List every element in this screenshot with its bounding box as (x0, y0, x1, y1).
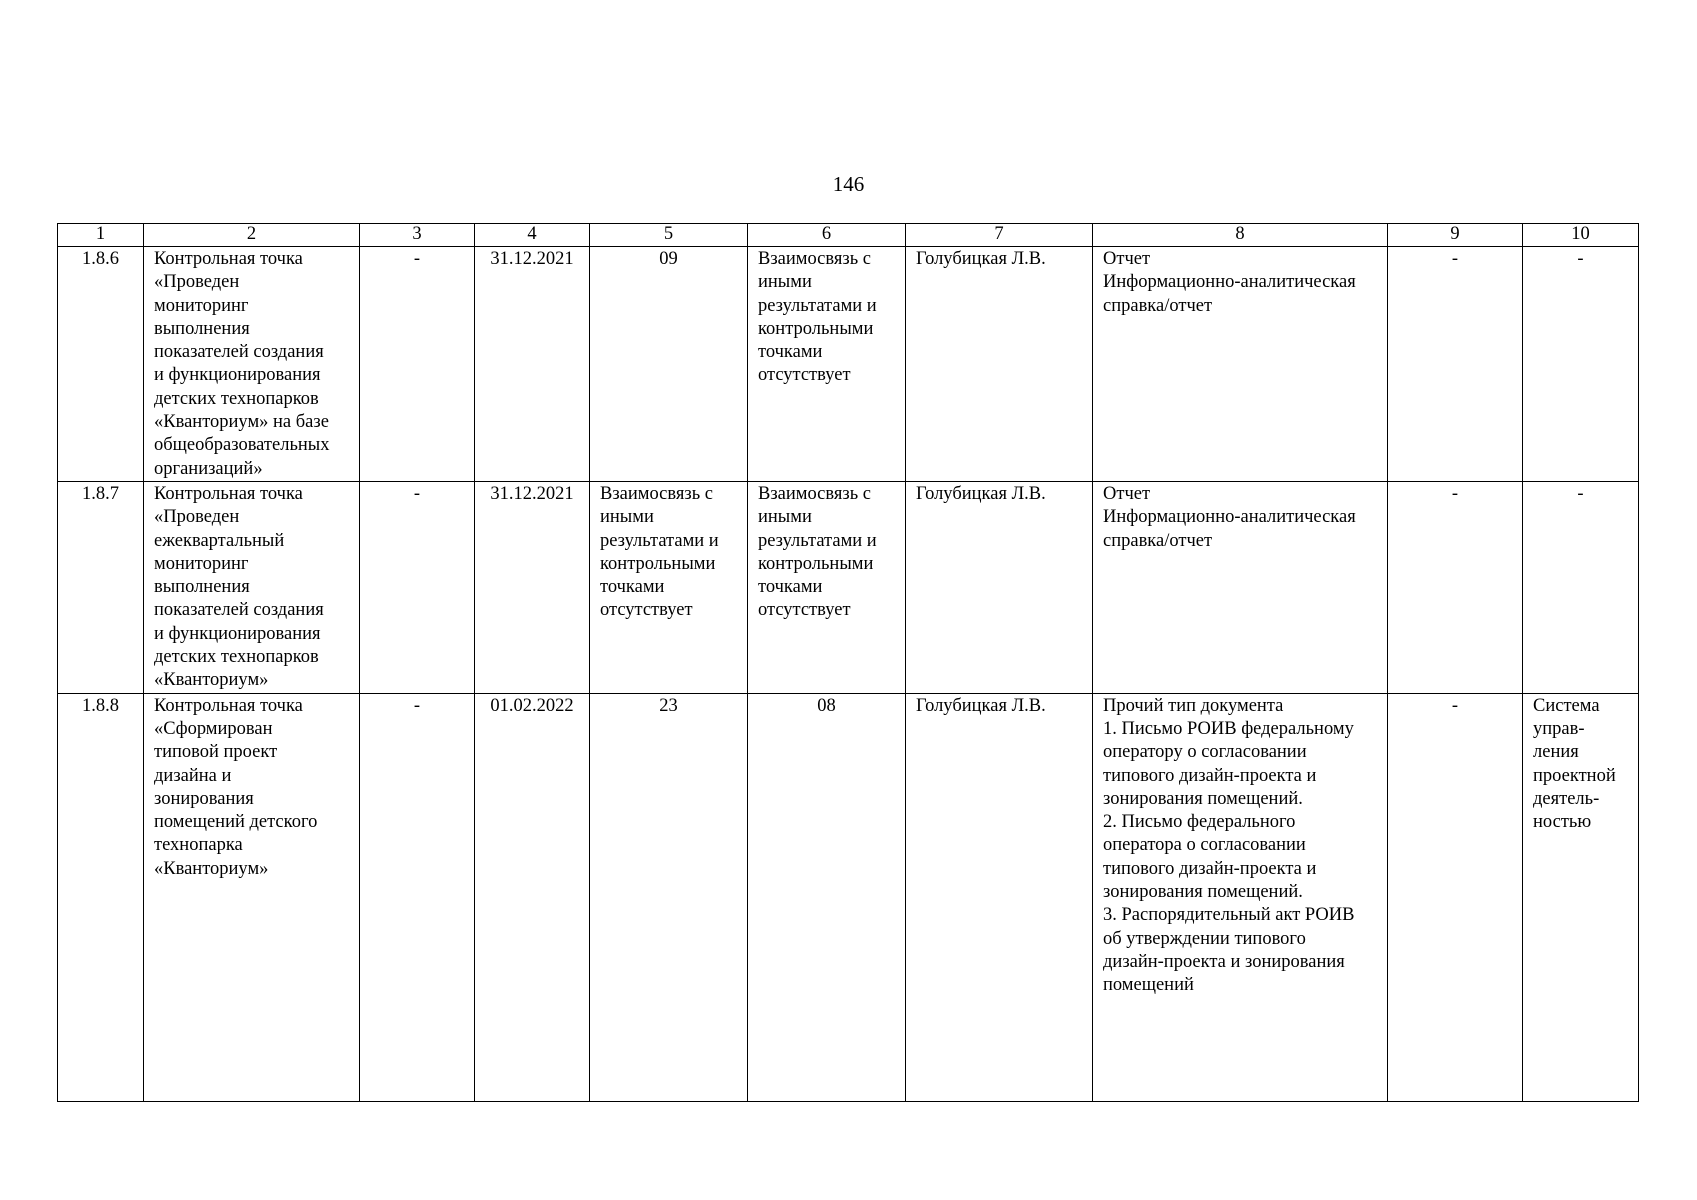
responsible-cell: Голубицкая Л.В. (906, 247, 1093, 482)
table-row (58, 247, 1639, 482)
column-header: 10 (1523, 224, 1639, 247)
document-type-cell: Отчет Информационно-аналитическая справка/отчет (1093, 481, 1388, 693)
table-cell: - (1388, 247, 1523, 482)
document-type-cell: Отчет Информационно-аналитическая справка/отчет (1093, 247, 1388, 482)
responsible-cell: Голубицкая Л.В. (906, 481, 1093, 693)
column-header: 8 (1093, 224, 1388, 247)
table-cell: - (1388, 481, 1523, 693)
table-cell: Взаимосвязь с иными результатами и контрольными точками отсутствует (590, 481, 748, 693)
table-cell: Система управ- ления проектной деятель- ностью (1523, 693, 1639, 1101)
table-row (58, 481, 1639, 693)
table-row (58, 693, 1639, 1101)
table-cell: - (360, 247, 475, 482)
row-number-cell: 1.8.8 (58, 693, 144, 1101)
column-header: 3 (360, 224, 475, 247)
column-header: 1 (58, 224, 144, 247)
date-cell: 31.12.2021 (475, 481, 590, 693)
row-number-cell: 1.8.6 (58, 247, 144, 482)
table-cell: - (1523, 481, 1639, 693)
column-header: 6 (748, 224, 906, 247)
page-number: 146 (832, 172, 865, 196)
control-point-name-cell: Контрольная точка «Проведен мониторинг выполнения показателей создания и функционирования детских технопарков «Кванториум» на базе общеобразовательных организаций» (144, 247, 360, 482)
column-header: 4 (475, 224, 590, 247)
table-cell: 09 (590, 247, 748, 482)
table-cell: - (1523, 247, 1639, 482)
column-header: 7 (906, 224, 1093, 247)
table-cell: 23 (590, 693, 748, 1101)
row-number-cell: 1.8.7 (58, 481, 144, 693)
table-cell: Взаимосвязь с иными результатами и контрольными точками отсутствует (748, 481, 906, 693)
table-cell: - (360, 481, 475, 693)
date-cell: 01.02.2022 (475, 693, 590, 1101)
column-header: 5 (590, 224, 748, 247)
table-cell: - (360, 693, 475, 1101)
control-points-table (57, 223, 1639, 1102)
control-point-name-cell: Контрольная точка «Сформирован типовой проект дизайна и зонирования помещений детского технопарка «Кванториум» (144, 693, 360, 1101)
date-cell: 31.12.2021 (475, 247, 590, 482)
column-header: 9 (1388, 224, 1523, 247)
table-cell: Взаимосвязь с иными результатами и контрольными точками отсутствует (748, 247, 906, 482)
column-header: 2 (144, 224, 360, 247)
responsible-cell: Голубицкая Л.В. (906, 693, 1093, 1101)
control-point-name-cell: Контрольная точка «Проведен ежеквартальный мониторинг выполнения показателей создания и функционирования детских технопарков «Кванториум» (144, 481, 360, 693)
header-row (58, 224, 1639, 247)
table-cell: 08 (748, 693, 906, 1101)
table-cell: - (1388, 693, 1523, 1101)
document-type-cell: Прочий тип документа 1. Письмо РОИВ федеральному оператору о согласовании типового дизайн-проекта и зонирования помещений. 2. Письмо федерального оператора о согласовании типового дизайн-проекта и зонирования помещений. 3. Распорядительный акт РОИВ об утверждении типового дизайн-проекта и зонирования помещений (1093, 693, 1388, 1101)
